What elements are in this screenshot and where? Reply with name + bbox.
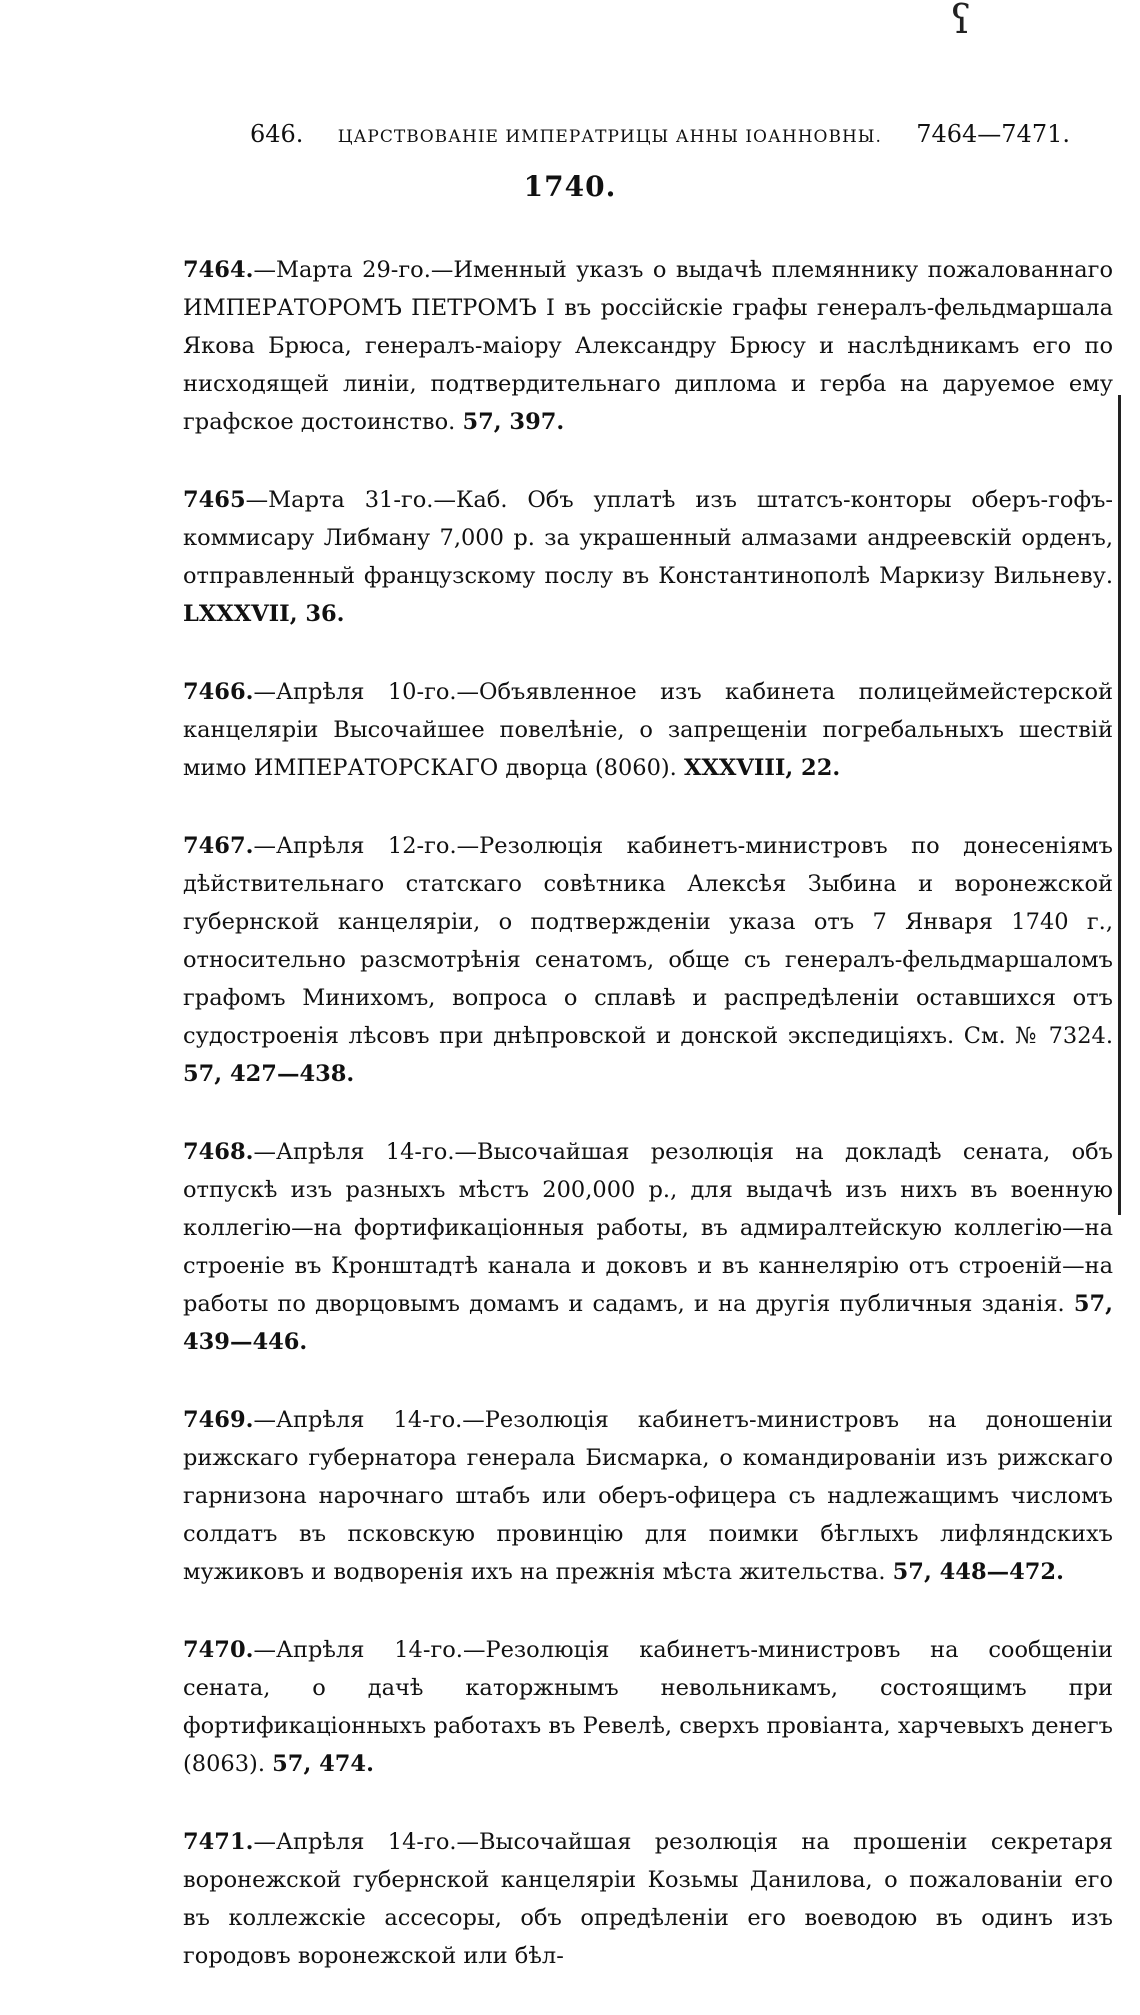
entry [183,251,1113,441]
entry-number: 7466. [183,678,254,705]
entry [183,1133,1113,1361]
entry-number: 7464. [183,256,254,283]
entry-text: —Апрѣля 14-го.—Резолюція кабинетъ-министровъ на сообщеніи сената, о дачѣ каторжнымъ невольникамъ, состоящимъ при фортификаціонныхъ работахъ въ Ревелѣ, сверхъ провіанта, харчевыхъ денегъ (8063). [183,1636,1113,1777]
entry-number: 7467. [183,832,254,859]
entry-text: —Марта 29-го.—Именный указъ о выдачѣ племяннику пожалованнаго ИМПЕРАТОРОМЪ ПЕТРОМЪ I въ россійскіе графы генералъ-фельдмаршала Якова Брюса, генералъ-маіору Александру Брюсу и наслѣдникамъ его по нисходящей линіи, подтвердительнаго диплома и герба на даруемое ему графское достоинство. [183,256,1113,435]
entry-text: —Апрѣля 14-го.—Резолюція кабинетъ-министровъ на доношеніи рижскаго губернатора генерала Бисмарка, о командированіи изъ рижскаго гарнизона нарочнаго штабъ или оберъ-офицера съ надлежащимъ числомъ солдатъ въ псковскую провинцію для поимки бѣглыхъ лифляндскихъ мужиковъ и водворенія ихъ на прежнія мѣста жительства. [183,1406,1113,1585]
page-number: 646. [250,120,304,148]
entry-reference: 57, 448—472. [892,1558,1064,1585]
running-title: ЦАРСТВОВАНІЕ ИМПЕРАТРИЦЫ АННЫ ІОАННОВНЫ. [337,127,882,147]
entry-reference: 57, 439—446. [183,1290,1114,1355]
entry-reference: LXXXVII, 36. [183,600,345,627]
margin-mark-top: ʕ [950,0,972,43]
entry-number: 7469. [183,1406,254,1433]
entries-list [183,228,1113,2015]
entry-reference: XXXVIII, 22. [683,754,841,781]
entry-text: —Марта 31-го.—Каб. Объ уплатѣ изъ штатсъ-конторы оберъ-гофъ-коммисару Либману 7,000 р. за украшенный алмазами андреевскій орденъ, отправленный французскому послу въ Константинополѣ Маркизу Вильневу. [183,486,1113,589]
entry [183,1631,1113,1783]
entry [183,827,1113,1093]
year-heading: 1740. [523,170,617,203]
entry-number: 7465 [183,486,246,513]
entry [183,481,1113,633]
entry [183,1401,1113,1591]
entry-reference: 57, 397. [462,408,565,435]
entry-number: 7471. [183,1828,254,1855]
entry-text: —Апрѣля 10-го.—Объявленное изъ кабинета полицеймейстерской канцеляріи Высочайшее повелѣніе, о запрещеніи погребальныхъ шествій мимо ИМПЕРАТОРСКАГО дворца (8060). [183,678,1113,781]
entry-reference: 57, 427—438. [183,1060,355,1087]
entry-text: —Апрѣля 12-го.—Резолюція кабинетъ-министровъ по донесеніямъ дѣйствительнаго статскаго совѣтника Алексѣя Зыбина и воронежской губернской канцеляріи, о подтвержденіи указа отъ 7 Января 1740 г., относительно разсмотрѣнія сенатомъ, обще съ генералъ-фельдмаршаломъ графомъ Минихомъ, вопроса о сплавѣ и распредѣленіи оставшихся отъ судостроенія лѣсовъ при днѣпровской и донской экспедиціяхъ. См. № 7324. [183,832,1113,1049]
entry-text: —Апрѣля 14-го.—Высочайшая резолюція на докладѣ сената, объ отпускѣ изъ разныхъ мѣстъ 200,000 р., для выдачѣ изъ нихъ въ военную коллегію—на фортификаціонныя работы, въ адмиралтейскую коллегію—на строеніе въ Кронштадтѣ канала и доковъ и въ каннелярію отъ строеній—на работы по дворцовымъ домамъ и садамъ, и на другія публичныя зданія. [183,1138,1113,1317]
entry-reference: 57, 474. [272,1750,374,1777]
entry-range: 7464—7471. [916,120,1070,148]
entry-number: 7470. [183,1636,254,1663]
entry-text: —Апрѣля 14-го.—Высочайшая резолюція на прошеніи секретаря воронежской губернской канцеляріи Козьмы Данилова, о пожалованіи его въ коллежскіе ассесоры, объ опредѣленіи его воеводою въ одинъ изъ городовъ воронежской или бѣл- [183,1828,1113,1969]
entry [183,673,1113,787]
entry-number: 7468. [183,1138,254,1165]
margin-rule [1118,395,1121,1215]
running-header [250,120,1070,160]
entry [183,1823,1113,1975]
